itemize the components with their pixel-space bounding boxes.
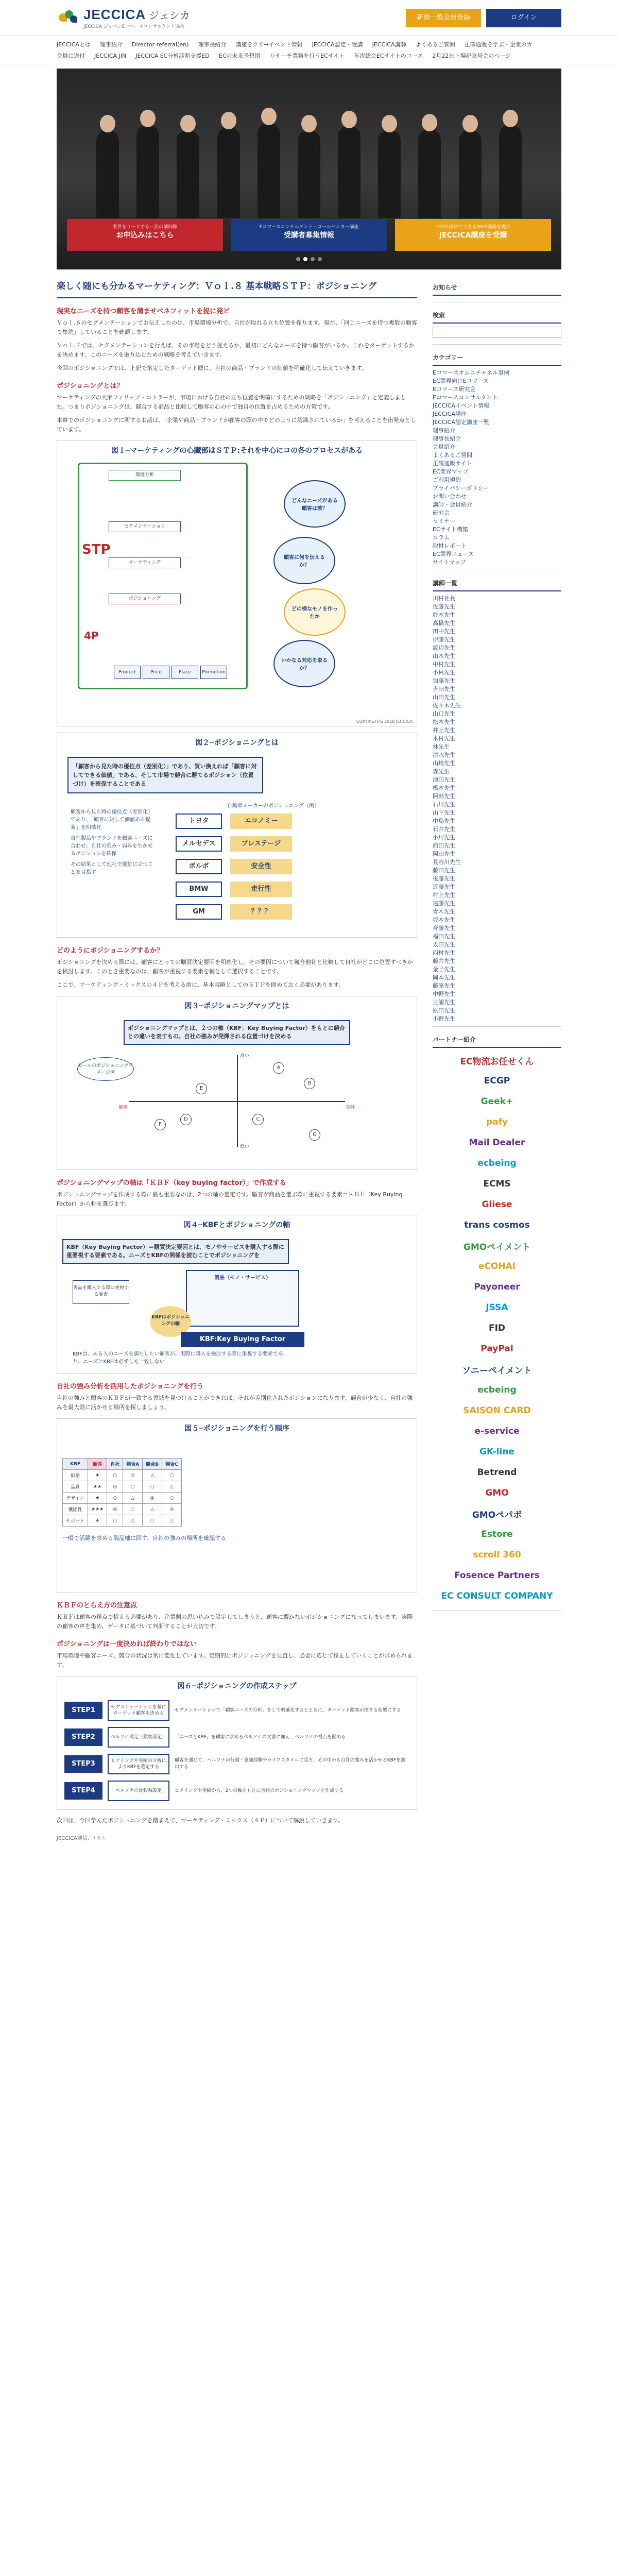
kbf-banner: KBF:Key Buying Factor bbox=[181, 1332, 304, 1347]
paragraph: ポジショニングを決める際には、顧客にとっての購買決定要因を明確化し、その要因について競合他社と比較して自社がどこに位置すべきかを検討します。このとき重要なのは、顧客が重視する要素を軸として選択することです。 bbox=[57, 959, 413, 975]
table-row: デザイン ★ ○ △ ◎ ○ bbox=[63, 1493, 182, 1504]
sidebar-link[interactable]: ECサイト構築 bbox=[433, 526, 468, 533]
carousel-dots[interactable] bbox=[57, 256, 561, 263]
seg-box: セグメンテーション bbox=[109, 521, 181, 532]
logo-kana: ジェシカ bbox=[149, 9, 190, 22]
figure-copyright: COPYRIGHTS 2018 JECCICA bbox=[356, 719, 413, 724]
product-label: 製品（モノ・サービス） bbox=[214, 1275, 271, 1281]
sidebar-link[interactable]: お問い合わせ bbox=[433, 493, 467, 500]
teacher-link[interactable]: 高橋先生 bbox=[433, 620, 455, 626]
teacher-link[interactable]: 後藤先生 bbox=[433, 875, 455, 882]
category-breadcrumb[interactable]: JECCICA通信, コラム bbox=[57, 1836, 107, 1841]
hero-apply-button[interactable] bbox=[67, 219, 223, 251]
paragraph: 自社の強みと顧客のＫＢＦが一致する領域を見つけることができれば、それが差別化されたポジションになります。競合が少なく、自社の強みを最大限に活かせる場所を探しましょう。 bbox=[57, 1395, 413, 1411]
sidebar-heading: お知らせ bbox=[433, 280, 561, 296]
partner-logo[interactable]: PayPal bbox=[480, 1344, 513, 1354]
hero-recruit-sub: Eコマースコンサルタント・コールセンター講座 bbox=[259, 225, 359, 230]
section-heading: ポジショニングマップの軸は「ＫＢＦ（key buying factor）」で作成する bbox=[57, 1179, 286, 1187]
sidebar-link[interactable]: サイトマップ bbox=[433, 559, 466, 566]
nav-item[interactable]: 会員に送付 bbox=[57, 53, 85, 59]
table-row: 価格 ★ ○ ◎ △ ○ bbox=[63, 1470, 182, 1481]
price-box: Price bbox=[143, 666, 169, 679]
figure-steps bbox=[57, 1676, 417, 1810]
sidebar-link[interactable]: セミナー bbox=[433, 518, 455, 524]
sidebar bbox=[433, 280, 561, 1850]
nav-item[interactable]: JECCICA講師 bbox=[372, 41, 406, 48]
q-product: どの様なモノを作ったか bbox=[284, 588, 346, 636]
bullet-list bbox=[71, 808, 153, 879]
figure-stp bbox=[57, 440, 417, 726]
stp-label: STP bbox=[82, 542, 111, 557]
site-header bbox=[0, 0, 618, 36]
maker-value: 安全性 bbox=[230, 859, 292, 874]
maker-value: 走行性 bbox=[230, 882, 292, 897]
maker-value: エコノミー bbox=[230, 814, 292, 829]
teacher-link[interactable]: 村上先生 bbox=[433, 892, 455, 899]
map-point: F bbox=[154, 1119, 166, 1130]
partner-logo[interactable]: Payoneer bbox=[474, 1282, 520, 1292]
paragraph: 本章でのポジショニングに関するお話は、「企業や商品・ブランドが顧客の頭の中でどのように認識されているか」を考えることを出発点としています。 bbox=[57, 417, 416, 433]
step-row bbox=[64, 1781, 409, 1801]
figure-title: 図４─KBFとポジショニングの軸 bbox=[183, 1221, 290, 1229]
logo-subtitle: JECCICA ジャパンEコマースコンサルタント協会 bbox=[83, 24, 185, 29]
hero-course-button[interactable] bbox=[395, 219, 551, 251]
teacher-link[interactable]: 鈴木先生 bbox=[433, 612, 455, 618]
teacher-link[interactable]: 小川先生 bbox=[433, 834, 455, 841]
sidebar-link[interactable]: コラム bbox=[433, 534, 450, 541]
partner-logo[interactable]: Fosence Partners bbox=[454, 1570, 540, 1581]
partner-logo[interactable]: Estore bbox=[481, 1529, 513, 1539]
teacher-link[interactable]: 藤原先生 bbox=[433, 982, 455, 989]
table-header: 自社 bbox=[107, 1459, 123, 1470]
partner-logo[interactable]: GMOペパボ bbox=[472, 1510, 522, 1520]
hero-banner bbox=[57, 69, 561, 269]
teacher-link[interactable]: 加藤先生 bbox=[433, 677, 455, 684]
4p-label: 4P bbox=[84, 630, 99, 642]
bullet-item: その結果として他社で優位に立つことを目指す bbox=[71, 862, 153, 875]
figure-title: 図５─ポジショニングを行う順序 bbox=[184, 1425, 289, 1433]
table-header: KBF bbox=[63, 1459, 88, 1470]
map-example-label: ビールのポジショニングイメージ例 bbox=[77, 1057, 134, 1081]
partner-logo[interactable]: GMOペイメント bbox=[463, 1242, 531, 1252]
teacher-link[interactable]: 小林先生 bbox=[433, 669, 455, 676]
maker-value: プレステージ bbox=[230, 836, 292, 852]
section-heading: ＫＢＦのとらえ方の注意点 bbox=[57, 1602, 138, 1609]
paragraph: Ｖｏｌ.６のセグメンテーションでお伝えしたのは、市場環境分析で、自社が取れる立ち位置を探ります。現在、「同じニーズを持つ複数の顧客で集約」していることを確認します。 bbox=[57, 319, 417, 335]
partner-logo[interactable]: scroll 360 bbox=[473, 1550, 521, 1560]
step-title: ペルソナ設定（顧客設定） bbox=[108, 1727, 169, 1748]
step-desc: 顧客を通じて、ペルソナの行動・意識経験やライフスタイルに見方、その中から自社の強みを活かせるKBFを抽出する bbox=[175, 1758, 405, 1770]
step-title: セグメンテーションを基にターゲット顧客を決める bbox=[108, 1700, 169, 1721]
section-heading: ポジショニングとは？ bbox=[57, 382, 124, 390]
search-input[interactable] bbox=[433, 327, 561, 338]
partner-logo[interactable]: GK-line bbox=[479, 1447, 514, 1457]
partner-logo[interactable]: EC物流お任せくん bbox=[460, 1056, 534, 1067]
nav-item[interactable]: 理事紹介 bbox=[100, 41, 123, 48]
paragraph: 市場環境や顧客ニーズ、競合の状況は常に変化しています。定期的にポジショニングを見直し、必要に応じて修正していくことが求められます。 bbox=[57, 1652, 413, 1668]
register-button[interactable]: 新規一般会員登録 bbox=[406, 9, 481, 27]
kbf-side-box: 製品を購入する際に重視する要素 bbox=[73, 1280, 129, 1304]
teacher-link[interactable]: 吉田先生 bbox=[433, 686, 455, 692]
axis-label: 個性 bbox=[346, 1105, 355, 1110]
figure-kbf bbox=[57, 1215, 417, 1374]
map-point: D bbox=[180, 1114, 192, 1125]
partner-logo[interactable]: ソニーペイメント bbox=[462, 1365, 532, 1376]
sidebar-link[interactable]: JECCICA講座 bbox=[433, 411, 467, 417]
table-header: 競合A bbox=[123, 1459, 143, 1470]
hero-recruit-label: 受講者募集情報 bbox=[284, 231, 334, 240]
teacher-link[interactable]: 山本先生 bbox=[433, 653, 455, 659]
kbf-note: KBFは、ある人のニーズを満たしたい顧客が、実際に購入を検討する際に重視する要素であり、ニーズとKBFは必ずしも一致しない bbox=[73, 1351, 283, 1365]
teacher-link[interactable]: 橋本先生 bbox=[433, 785, 455, 791]
paragraph: マーケティングの大家フィリップ・コトラーが、市場における自社の立ち位置を明確にするための戦略を「ポジショニング」と定義しました。つまりポジショニングは、競合する商品と比較して顧客の心の中で独自の位置を占めるための方策です。 bbox=[57, 394, 406, 410]
step-number: STEP2 bbox=[64, 1728, 102, 1746]
hero-photo bbox=[88, 115, 530, 218]
teacher-link[interactable]: 岡本先生 bbox=[433, 974, 455, 981]
map-point: B bbox=[304, 1078, 315, 1089]
sidebar-link[interactable]: Eコマースコンサルタント bbox=[433, 394, 498, 401]
sidebar-link[interactable]: 正確通販サイト bbox=[433, 460, 472, 467]
table-row: 品質 ★★ ◎ ○ ○ △ bbox=[63, 1481, 182, 1493]
teacher-link[interactable]: 西村先生 bbox=[433, 950, 455, 956]
figure-lead: 「顧客から見た時の優位点（差別化）」であり、買い換えれば「顧客に対してできる価値」である、そして市場で競合に勝てるポジション（位置づけ）を確保することである bbox=[67, 757, 263, 793]
map-point: G bbox=[309, 1129, 320, 1141]
teacher-link[interactable]: 青木先生 bbox=[433, 908, 455, 915]
nav-item[interactable]: 講座をクリ→イベント情報 bbox=[235, 41, 303, 48]
hero-course-sub: 100%無料でできるWEB講座を提供 bbox=[435, 225, 511, 230]
figure-lead: ポジショニングマップとは、２つの軸（KBF：Key Buying Factor）をもとに競合との違いを表すもの。自社の強みが発揮される位置づけを決める bbox=[124, 1020, 350, 1045]
teacher-link[interactable]: 田中先生 bbox=[433, 628, 455, 635]
axis-label: 高い bbox=[240, 1054, 250, 1059]
teacher-link[interactable]: 林先生 bbox=[433, 743, 450, 750]
logo-text: JECCICA bbox=[83, 6, 146, 22]
section-heading: どのようにポジショニングするか？ bbox=[57, 947, 164, 955]
partner-logo[interactable]: ecbeing bbox=[477, 1158, 517, 1168]
partner-logo[interactable]: eCOHAI bbox=[478, 1261, 516, 1272]
nav-item[interactable]: ECの未来予想図 bbox=[218, 53, 261, 59]
maker-name: BMW bbox=[176, 882, 222, 897]
partner-logo[interactable]: e-service bbox=[474, 1426, 520, 1436]
step-number: STEP4 bbox=[64, 1782, 102, 1800]
table-row: 機能性 ★★★ ◎ ○ △ ◎ bbox=[63, 1504, 182, 1515]
partner-logo[interactable]: JSSA bbox=[486, 1302, 508, 1313]
teacher-link[interactable]: 石井先生 bbox=[433, 826, 455, 833]
table-header: 競合C bbox=[162, 1459, 182, 1470]
teacher-link[interactable]: 岡田先生 bbox=[433, 851, 455, 857]
map-point: A bbox=[273, 1062, 284, 1074]
teacher-link[interactable]: 伊藤先生 bbox=[433, 636, 455, 643]
global-nav bbox=[0, 36, 618, 65]
nav-item[interactable]: よくあるご質問 bbox=[415, 41, 455, 48]
maker-value: ？？？ bbox=[230, 904, 292, 920]
table-note: 一般で活躍を求める製品軸に回す、自社の強みの場所を確認する bbox=[62, 1535, 227, 1541]
teacher-link[interactable]: 山下先生 bbox=[433, 809, 455, 816]
teacher-link[interactable]: 清水先生 bbox=[433, 752, 455, 758]
section-heading: ポジショニングは一度決めれば終わりではない bbox=[57, 1640, 197, 1648]
teacher-link[interactable]: 斉藤先生 bbox=[433, 925, 455, 931]
article bbox=[57, 280, 417, 1850]
partner-logo[interactable]: ECGP bbox=[484, 1076, 510, 1086]
partner-logo[interactable]: GMO bbox=[485, 1488, 509, 1498]
q-response: いかなる対応を取るか？ bbox=[273, 640, 335, 687]
q-customer: どんなニーズがある顧客は誰？ bbox=[284, 480, 346, 528]
site-logo[interactable] bbox=[57, 7, 190, 29]
sidebar-link[interactable]: 会員紹介 bbox=[433, 444, 455, 450]
partner-logo[interactable]: Geek+ bbox=[480, 1096, 513, 1107]
teacher-link[interactable]: 前田先生 bbox=[433, 842, 455, 849]
sidebar-heading: 講師一覧 bbox=[433, 575, 561, 591]
teacher-link[interactable]: 金子先生 bbox=[433, 966, 455, 973]
table-header: 競合B bbox=[143, 1459, 162, 1470]
sidebar-link[interactable]: ご利用規約 bbox=[433, 477, 461, 483]
sidebar-link[interactable]: Eコマースオムニチャネル事例 bbox=[433, 369, 510, 376]
figure-order bbox=[57, 1418, 417, 1592]
nav-item[interactable]: 理事長紹介 bbox=[198, 41, 227, 48]
step-title: ヒアリングや実績の分析によりKBFを選定する bbox=[108, 1754, 169, 1774]
figure-title: 図６─ポジショニングの作成ステップ bbox=[177, 1682, 297, 1690]
partner-logo[interactable]: Gliese bbox=[482, 1199, 512, 1210]
partner-logo[interactable]: FID bbox=[488, 1323, 506, 1333]
teacher-link[interactable]: 中村先生 bbox=[433, 661, 455, 668]
sidebar-link[interactable]: EC業界マップ bbox=[433, 468, 469, 475]
sidebar-link[interactable]: JECCICAイベント情報 bbox=[433, 402, 490, 409]
teacher-link[interactable]: 渡辺先生 bbox=[433, 645, 455, 651]
figure-positioning bbox=[57, 733, 417, 938]
hero-apply-sub: 業界をリードする一流の講師陣 bbox=[112, 225, 178, 230]
partner-logo[interactable]: EC CONSULT COMPANY bbox=[441, 1591, 553, 1601]
step-row bbox=[64, 1700, 409, 1721]
partner-logo[interactable]: Mail Dealer bbox=[469, 1138, 525, 1148]
sidebar-link[interactable]: EC業界向けEコマース bbox=[433, 378, 489, 384]
maker-name: GM bbox=[176, 904, 222, 920]
step-row bbox=[64, 1754, 409, 1774]
map-point: C bbox=[252, 1114, 264, 1125]
teacher-link[interactable]: 石川先生 bbox=[433, 801, 455, 808]
figure-title: 図３─ポジショニングマップとは bbox=[184, 1002, 289, 1010]
section-heading: 現実なニーズを持つ顧客を満ませベネフィットを提に発ビ bbox=[57, 308, 230, 315]
teacher-link[interactable]: 山田先生 bbox=[433, 694, 455, 701]
teacher-link[interactable]: 佐々木先生 bbox=[433, 702, 461, 709]
hero-recruit-button[interactable] bbox=[231, 219, 387, 251]
teacher-link[interactable]: 阿部先生 bbox=[433, 793, 455, 800]
teacher-link[interactable]: 木村先生 bbox=[433, 735, 455, 742]
teacher-link[interactable]: 佐藤先生 bbox=[433, 603, 455, 610]
nav-item[interactable]: JECCICA認定・受講 bbox=[312, 41, 363, 48]
teacher-link[interactable]: 井上先生 bbox=[433, 727, 455, 734]
sidebar-heading: パートナー紹介 bbox=[433, 1032, 561, 1048]
sidebar-link[interactable]: 取材レポート bbox=[433, 543, 467, 549]
sidebar-link[interactable]: 理事長紹介 bbox=[433, 435, 461, 442]
step-title: ペルソナの比較軸設定 bbox=[108, 1781, 169, 1801]
nav-item[interactable]: Director referral(en) bbox=[132, 41, 189, 48]
sidebar-heading: カテゴリー bbox=[433, 350, 561, 366]
pos-box: ポジショニング bbox=[109, 594, 181, 604]
product-area bbox=[186, 1270, 299, 1327]
sidebar-link[interactable]: よくあるご質問 bbox=[433, 452, 472, 459]
teacher-link[interactable]: 池田先生 bbox=[433, 776, 455, 783]
maker-name: メルセデス bbox=[176, 836, 222, 852]
teacher-link[interactable]: 中島先生 bbox=[433, 818, 455, 824]
teacher-link[interactable]: 山口先生 bbox=[433, 710, 455, 717]
teacher-link[interactable]: 太田先生 bbox=[433, 941, 455, 948]
article-title: 楽しく随にも分かるマーケティング：Ｖｏｌ.８ 基本戦略ＳＴＰ：ポジショニング bbox=[57, 280, 417, 298]
bullet-item: 自社製品やブランドを顧客ニーズに合わせ、自社の強み・弱みを生かせるポジションを確保 bbox=[71, 836, 153, 857]
table-row: サポート ★ ○ △ ○ △ bbox=[63, 1515, 182, 1527]
tgt-box: ターゲティング bbox=[109, 557, 181, 568]
paragraph: Ｖｏｌ.７では、セグメンテーションを行えば、その市場をどう捉えるか、最初にどんなニーズを持つ顧客がいるか、これをターゲットするかを決めます。このニーズを取り込むための戦略を考えていきます。 bbox=[57, 342, 415, 358]
figure-title: 図１─マーケティングの心臓部はＳＴＰ:それを中心にコの各のプロセスがある bbox=[111, 447, 363, 455]
teacher-link[interactable]: 福田先生 bbox=[433, 933, 455, 940]
login-button[interactable]: ログイン bbox=[486, 9, 561, 27]
step-desc: ヒアリングや実績から、2つの軸をもとに自社のポジショニングマップを作成する bbox=[175, 1788, 344, 1793]
kbf-bubble: KBFはポジショニングの軸 bbox=[150, 1306, 191, 1337]
hero-course-label: JECCICA講座を受講 bbox=[439, 231, 507, 240]
paragraph: 次回は、今回学んだポジショニングを踏まえて、マーケティング・ミックス（４Ｐ）について解説していきます。 bbox=[57, 1817, 344, 1824]
teacher-link[interactable]: 近藤先生 bbox=[433, 884, 455, 890]
maker-name: ボルボ bbox=[176, 859, 222, 874]
teacher-link[interactable]: 森先生 bbox=[433, 768, 450, 775]
product-box: Product bbox=[114, 666, 141, 679]
partner-logo[interactable]: SAISON CARD bbox=[463, 1405, 531, 1416]
map-point: E bbox=[196, 1083, 207, 1094]
step-desc: セグメンテーションで「顧客ニーズの分析」をして明確化するとともに、ターゲット顧客が決まる状態にする bbox=[175, 1707, 401, 1713]
nav-item[interactable]: JECCICA JIN bbox=[94, 53, 127, 59]
sidebar-link[interactable]: EC業界ニュース bbox=[433, 551, 474, 557]
teacher-link[interactable]: 山崎先生 bbox=[433, 760, 455, 767]
teacher-link[interactable]: 長谷川先生 bbox=[433, 859, 461, 866]
section-heading: 自社の強み分析を活用したポジショニングを行う bbox=[57, 1383, 204, 1391]
teacher-link[interactable]: 小野先生 bbox=[433, 1015, 455, 1022]
sidebar-link[interactable]: 研究会 bbox=[433, 510, 450, 516]
nav-item[interactable]: 年次総会ECサイトのコース bbox=[354, 53, 423, 59]
step-number: STEP1 bbox=[64, 1702, 102, 1719]
nav-item[interactable]: リサーチ業務を行うECサイト bbox=[269, 53, 345, 59]
sidebar-heading: 検索 bbox=[433, 308, 561, 324]
teacher-link[interactable]: 川村社長 bbox=[433, 595, 455, 602]
place-box: Place bbox=[171, 666, 198, 679]
teacher-link[interactable]: 遠藤先生 bbox=[433, 900, 455, 907]
paragraph: ポジショニングマップを作成する際に最も重要なのは、2つの軸の選定です。顧客が商品を選ぶ際に重視する要素＝ＫＢＦ（Key Buying Factor）から軸を選びます。 bbox=[57, 1191, 403, 1207]
step-desc: 「ニーズとKBF」を顧客に求めるペルソナの文書に加え、ペルソナの視点を固める bbox=[175, 1734, 346, 1740]
logo-mark-icon bbox=[57, 9, 79, 27]
figure-title: 図２─ポジショニングとは bbox=[195, 739, 279, 747]
partner-logo[interactable]: Betrend bbox=[477, 1467, 517, 1478]
sidebar-link[interactable]: Eコマース研究会 bbox=[433, 386, 476, 393]
sidebar-link[interactable]: JECCICA認定講座一覧 bbox=[433, 419, 490, 426]
nav-item[interactable]: JECCICA EC分析診断支援ED bbox=[135, 53, 210, 59]
hero-apply-label: お申込みはこちら bbox=[116, 231, 174, 240]
paragraph: ここで、マーケティング・ミックスの４Ｐを考える前に、基本戦略としてのＳＴＰを固めておく必要があります。 bbox=[57, 981, 345, 988]
kbf-comparison-table bbox=[62, 1458, 182, 1527]
maker-table-head: 自動車メーカーのポジショニング（例） bbox=[227, 803, 320, 809]
positioning-map bbox=[78, 1052, 355, 1150]
partner-logo[interactable]: trans cosmos bbox=[464, 1220, 530, 1230]
sidebar-link[interactable]: 理事紹介 bbox=[433, 427, 455, 434]
partner-logo[interactable]: pafy bbox=[486, 1117, 508, 1127]
figure-position-map bbox=[57, 996, 417, 1170]
nav-item[interactable]: JECCICAとは bbox=[57, 41, 91, 48]
partner-logo[interactable]: ECMS bbox=[483, 1179, 511, 1189]
table-header: 顧客 bbox=[88, 1459, 107, 1470]
maker-name: トヨタ bbox=[176, 814, 222, 829]
teacher-link[interactable]: 藤井先生 bbox=[433, 958, 455, 964]
teacher-link[interactable]: 坂本先生 bbox=[433, 917, 455, 923]
axis-label: 低い bbox=[240, 1144, 250, 1149]
teacher-link[interactable]: 原田先生 bbox=[433, 1007, 455, 1014]
step-row bbox=[64, 1727, 409, 1748]
q-message: 顧客に何を伝えるか？ bbox=[273, 537, 335, 584]
nav-item[interactable]: 正確通販を学ぶ・企業のカ bbox=[464, 41, 533, 48]
figure-lead: KBF（Key Buying Factor）＝購買決定要因とは、モノやサービスを購入する際に重要視する要素である。ニーズとKBFの関係を読むことでポジショニングを bbox=[62, 1239, 289, 1264]
axis-label: 価格 bbox=[118, 1105, 128, 1110]
sidebar-link[interactable]: 講師・会員紹介 bbox=[433, 501, 472, 508]
paragraph: 今回のポジショニングでは、上記で策定したターゲット層に、自社の商品・ブランドの価値を明確化して伝えていきます。 bbox=[57, 365, 367, 371]
step-number: STEP3 bbox=[64, 1755, 102, 1773]
sidebar-link[interactable]: プライバシーポリシー bbox=[433, 485, 489, 492]
teacher-link[interactable]: 藤田先生 bbox=[433, 867, 455, 874]
env-box: 環境分析 bbox=[109, 470, 181, 481]
nav-item[interactable]: 2月22日上場記念号会のページ bbox=[432, 53, 511, 59]
promotion-box: Promotion bbox=[200, 666, 227, 679]
paragraph: ＫＢＦは顧客の視点で捉える必要があり、企業側の思い込みで設定してしまうと、顧客に響かないポジショニングになってしまいます。実際の顧客の声を集め、データに基づいて判断することが大切です。 bbox=[57, 1614, 413, 1630]
maker-table bbox=[176, 814, 292, 927]
teacher-link[interactable]: 中野先生 bbox=[433, 991, 455, 997]
teacher-link[interactable]: 松本先生 bbox=[433, 719, 455, 725]
teacher-link[interactable]: 三浦先生 bbox=[433, 999, 455, 1006]
bullet-item: 顧客から見た時の優位点（差別化）であり、「顧客に対して価値ある提案」を明確化 bbox=[71, 809, 153, 831]
partner-logo[interactable]: ecbeing bbox=[477, 1385, 517, 1395]
